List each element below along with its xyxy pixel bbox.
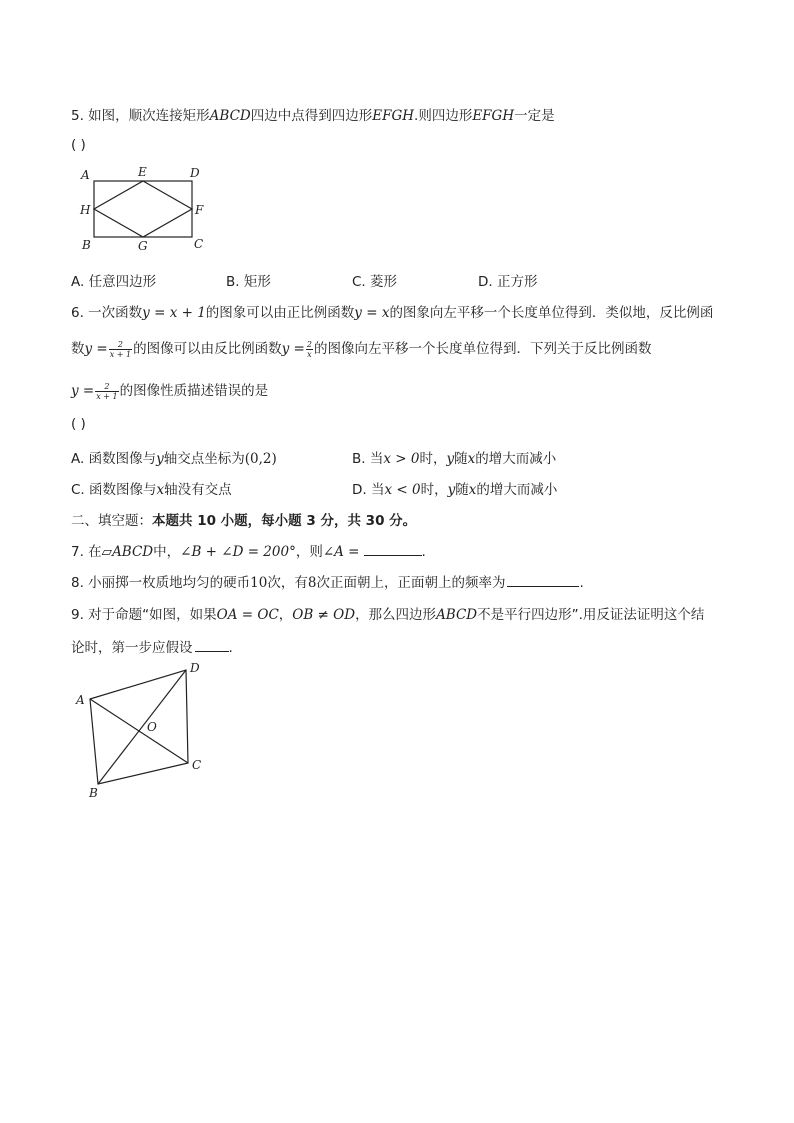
q6-paren: ( ) (71, 416, 86, 432)
fraction-2-over-x-plus-1-b: $\frac{2}{x + 1}$ (96, 381, 118, 401)
q6-option-c[interactable]: C. 函数图像与x轴没有交点 (71, 482, 232, 498)
q9-line1: 9. 对于命题“如图，如果OA = OC，OB ≠ OD，那么四边形ABCD不是平行四边形”.用反证法证明这个结 (71, 607, 705, 623)
q6-line3: y = $\frac{2}{x + 1}$ 的图像性质描述错误的是 (71, 381, 269, 401)
q6-option-b[interactable]: B. 当x > 0时，y随x的增大而减小 (352, 451, 557, 467)
q7-answer-blank[interactable] (364, 543, 422, 556)
label-D: D (190, 661, 200, 675)
q9-line2: 论时，第一步应假设 . (71, 640, 233, 656)
q8-answer-blank[interactable] (507, 574, 579, 587)
q7-stem: 7. 在▱ABCD中，∠B + ∠D = 200°，则∠A = . (71, 544, 426, 560)
q6-line1: 6. 一次函数y = x + 1的图象可以由正比例函数y = x的图象向左平移一个长度单位得到．类似地，反比例函 (71, 305, 714, 321)
q9-answer-blank[interactable] (195, 639, 229, 652)
label-H: H (80, 203, 91, 217)
q5-option-b[interactable]: B. 矩形 (226, 274, 271, 290)
label-D: D (190, 166, 200, 180)
label-C: C (192, 758, 202, 772)
q9-figure (70, 660, 220, 804)
fraction-2-over-x-plus-1: $\frac{2}{x + 1}$ (109, 339, 132, 359)
label-G: G (138, 239, 148, 253)
label-A: A (76, 693, 85, 707)
q5-paren: ( ) (71, 137, 86, 153)
rhombus-efgh (94, 181, 192, 237)
label-B: B (89, 786, 98, 800)
label-C: C (194, 237, 204, 251)
q5-stem: 5. 如图，顺次连接矩形ABCD四边中点得到四边形EFGH.则四边形EFGH一定是 (71, 108, 555, 124)
label-F: F (195, 203, 204, 217)
label-A: A (81, 168, 90, 182)
label-E: E (138, 165, 147, 179)
label-B: B (82, 238, 91, 252)
q5-option-a[interactable]: A. 任意四边形 (71, 274, 157, 290)
section-heading-fill-in: 二、填空题：本题共 10 小题，每小题 3 分，共 30 分。 (71, 513, 417, 529)
q8-stem: 8. 小丽掷一枚质地均匀的硬币10次，有8次正面朝上，正面朝上的频率为 . (71, 575, 584, 591)
rect-abcd (94, 181, 192, 237)
q5-figure (76, 162, 216, 254)
q6-option-a[interactable]: A. 函数图像与y轴交点坐标为(0,2) (71, 451, 277, 467)
fraction-2-over-x: $\frac{2}{x}$ (306, 339, 312, 359)
q6-line2: 数y = $\frac{2}{x + 1}$ 的图像可以由反比例函数y = $\frac{2}{x}$ 的图像向左平移一个长度单位得到．下列关于反比例函数 (71, 339, 652, 359)
q6-option-d[interactable]: D. 当x < 0时，y随x的增大而减小 (352, 482, 558, 498)
q5-option-d[interactable]: D. 正方形 (478, 274, 538, 290)
label-O: O (147, 720, 157, 734)
q5-option-c[interactable]: C. 菱形 (352, 274, 398, 290)
